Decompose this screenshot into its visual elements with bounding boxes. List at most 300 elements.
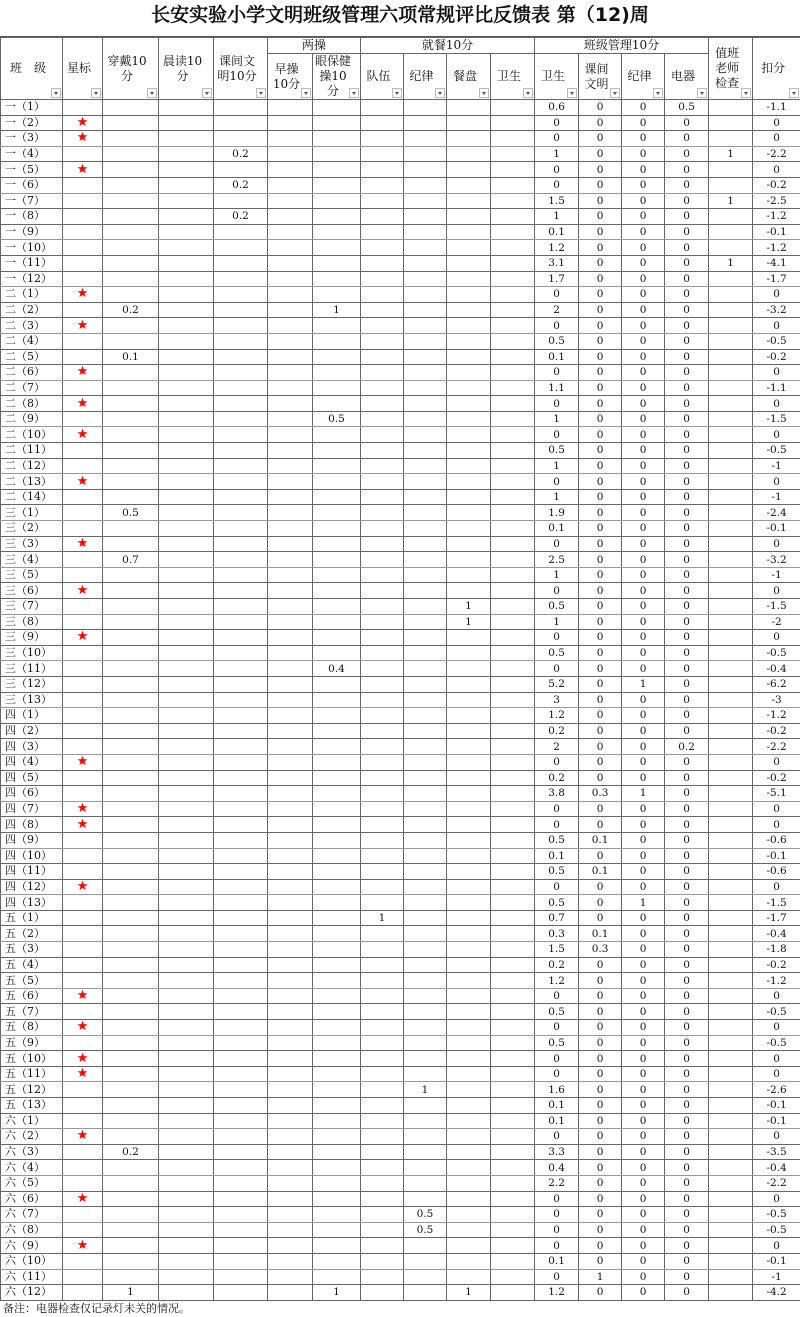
cell-class[interactable]: 二（7） — [1, 380, 63, 396]
cell-dining-hygiene[interactable] — [491, 1066, 535, 1082]
cell-teacher-check[interactable] — [709, 1269, 753, 1285]
cell-dining-discipline[interactable] — [404, 879, 447, 895]
cell-mgmt-break-civility[interactable]: 0 — [579, 131, 622, 147]
cell-break-civility[interactable] — [214, 1144, 268, 1160]
cell-reading[interactable] — [159, 349, 214, 365]
cell-break-civility[interactable] — [214, 973, 268, 989]
cell-queue[interactable] — [361, 1222, 404, 1238]
cell-deduction[interactable]: -0.5 — [753, 645, 800, 661]
cell-queue[interactable] — [361, 708, 404, 724]
cell-dining-hygiene[interactable] — [491, 365, 535, 381]
cell-hygiene[interactable]: 0.2 — [535, 723, 579, 739]
cell-reading[interactable] — [159, 474, 214, 490]
cell-hygiene[interactable]: 3.3 — [535, 1144, 579, 1160]
star-icon[interactable]: ★ — [63, 1066, 103, 1082]
cell-class[interactable]: 三（6） — [1, 583, 63, 599]
cell-queue[interactable] — [361, 1269, 404, 1285]
cell-dining-discipline[interactable] — [404, 1285, 447, 1301]
cell-star[interactable] — [63, 1253, 103, 1269]
cell-star[interactable] — [63, 552, 103, 568]
cell-morning-exercise[interactable] — [268, 567, 313, 583]
cell-deduction[interactable]: -2.5 — [753, 193, 800, 209]
cell-deduction[interactable]: -0.5 — [753, 1207, 800, 1223]
cell-class[interactable]: 四（8） — [1, 817, 63, 833]
cell-dining-hygiene[interactable] — [491, 146, 535, 162]
cell-queue[interactable] — [361, 739, 404, 755]
cell-dress[interactable] — [103, 817, 159, 833]
table-row[interactable] — [1, 801, 800, 817]
filter-dropdown-button[interactable] — [567, 88, 577, 98]
cell-deduction[interactable]: 0 — [753, 365, 800, 381]
cell-discipline[interactable]: 0 — [622, 879, 665, 895]
cell-dress[interactable] — [103, 1020, 159, 1036]
table-row[interactable] — [1, 1113, 800, 1129]
cell-teacher-check[interactable] — [709, 957, 753, 973]
cell-star[interactable] — [63, 349, 103, 365]
cell-appliance[interactable]: 0 — [665, 349, 709, 365]
cell-hygiene[interactable]: 0 — [535, 988, 579, 1004]
cell-dining-discipline[interactable] — [404, 1253, 447, 1269]
cell-reading[interactable] — [159, 864, 214, 880]
cell-morning-exercise[interactable] — [268, 271, 313, 287]
cell-plate[interactable] — [447, 1222, 491, 1238]
cell-star[interactable] — [63, 942, 103, 958]
cell-morning-exercise[interactable] — [268, 723, 313, 739]
cell-dress[interactable] — [103, 1253, 159, 1269]
table-row[interactable] — [1, 1160, 800, 1176]
cell-appliance[interactable]: 0 — [665, 630, 709, 646]
cell-mgmt-break-civility[interactable]: 0 — [579, 396, 622, 412]
cell-hygiene[interactable]: 0.5 — [535, 864, 579, 880]
cell-queue[interactable] — [361, 1082, 404, 1098]
table-row[interactable] — [1, 427, 800, 443]
table-row[interactable] — [1, 458, 800, 474]
cell-reading[interactable] — [159, 661, 214, 677]
cell-morning-exercise[interactable] — [268, 365, 313, 381]
cell-appliance[interactable]: 0 — [665, 427, 709, 443]
cell-morning-exercise[interactable] — [268, 162, 313, 178]
cell-plate[interactable] — [447, 131, 491, 147]
cell-star[interactable] — [63, 723, 103, 739]
cell-mgmt-break-civility[interactable]: 0 — [579, 193, 622, 209]
cell-dining-discipline[interactable] — [404, 146, 447, 162]
cell-plate[interactable] — [447, 1082, 491, 1098]
cell-reading[interactable] — [159, 411, 214, 427]
cell-reading[interactable] — [159, 645, 214, 661]
cell-dining-discipline[interactable] — [404, 333, 447, 349]
cell-plate[interactable] — [447, 505, 491, 521]
cell-queue[interactable] — [361, 302, 404, 318]
cell-plate[interactable] — [447, 287, 491, 303]
cell-appliance[interactable]: 0 — [665, 1144, 709, 1160]
cell-class[interactable]: 一（1） — [1, 100, 63, 116]
cell-morning-exercise[interactable] — [268, 786, 313, 802]
filter-dropdown-button[interactable] — [479, 88, 489, 98]
filter-dropdown-button[interactable] — [301, 88, 311, 98]
cell-plate[interactable] — [447, 1160, 491, 1176]
cell-morning-exercise[interactable] — [268, 583, 313, 599]
table-row[interactable] — [1, 630, 800, 646]
cell-morning-exercise[interactable] — [268, 1269, 313, 1285]
table-row[interactable] — [1, 287, 800, 303]
cell-dress[interactable]: 0.2 — [103, 302, 159, 318]
cell-hygiene[interactable]: 2.2 — [535, 1175, 579, 1191]
cell-class[interactable]: 五（7） — [1, 1004, 63, 1020]
cell-dining-hygiene[interactable] — [491, 115, 535, 131]
cell-break-civility[interactable] — [214, 692, 268, 708]
cell-discipline[interactable]: 0 — [622, 832, 665, 848]
cell-appliance[interactable]: 0 — [665, 832, 709, 848]
cell-dress[interactable] — [103, 1082, 159, 1098]
cell-dining-discipline[interactable] — [404, 521, 447, 537]
cell-plate[interactable] — [447, 224, 491, 240]
cell-deduction[interactable]: -2.2 — [753, 146, 800, 162]
cell-star[interactable] — [63, 832, 103, 848]
cell-break-civility[interactable] — [214, 645, 268, 661]
cell-mgmt-break-civility[interactable]: 0 — [579, 988, 622, 1004]
cell-morning-exercise[interactable] — [268, 333, 313, 349]
cell-appliance[interactable]: 0 — [665, 723, 709, 739]
cell-deduction[interactable]: -1.5 — [753, 895, 800, 911]
cell-dining-discipline[interactable] — [404, 1035, 447, 1051]
cell-dining-discipline[interactable] — [404, 474, 447, 490]
cell-morning-exercise[interactable] — [268, 489, 313, 505]
cell-dress[interactable] — [103, 146, 159, 162]
cell-eye-exercise[interactable] — [313, 505, 361, 521]
cell-dining-discipline[interactable] — [404, 209, 447, 225]
table-row[interactable] — [1, 1129, 800, 1145]
cell-hygiene[interactable]: 2.5 — [535, 552, 579, 568]
cell-dining-discipline[interactable] — [404, 271, 447, 287]
cell-discipline[interactable]: 0 — [622, 411, 665, 427]
cell-hygiene[interactable]: 0 — [535, 754, 579, 770]
cell-break-civility[interactable]: 0.2 — [214, 209, 268, 225]
cell-dining-hygiene[interactable] — [491, 177, 535, 193]
cell-morning-exercise[interactable] — [268, 988, 313, 1004]
cell-dining-discipline[interactable] — [404, 754, 447, 770]
cell-queue[interactable] — [361, 754, 404, 770]
cell-appliance[interactable]: 0 — [665, 552, 709, 568]
cell-dress[interactable] — [103, 209, 159, 225]
cell-plate[interactable]: 1 — [447, 599, 491, 615]
cell-queue[interactable] — [361, 1051, 404, 1067]
cell-appliance[interactable]: 0 — [665, 1051, 709, 1067]
cell-class[interactable]: 三（8） — [1, 614, 63, 630]
cell-star[interactable] — [63, 224, 103, 240]
cell-hygiene[interactable]: 0 — [535, 1238, 579, 1254]
cell-reading[interactable] — [159, 521, 214, 537]
cell-queue[interactable] — [361, 1253, 404, 1269]
table-row[interactable] — [1, 209, 800, 225]
cell-queue[interactable] — [361, 1098, 404, 1114]
cell-morning-exercise[interactable] — [268, 1191, 313, 1207]
cell-mgmt-break-civility[interactable]: 0 — [579, 817, 622, 833]
cell-star[interactable] — [63, 676, 103, 692]
cell-eye-exercise[interactable] — [313, 255, 361, 271]
cell-dress[interactable] — [103, 910, 159, 926]
cell-dining-hygiene[interactable] — [491, 131, 535, 147]
cell-break-civility[interactable] — [214, 240, 268, 256]
cell-hygiene[interactable]: 0 — [535, 801, 579, 817]
cell-reading[interactable] — [159, 1082, 214, 1098]
cell-deduction[interactable]: 0 — [753, 318, 800, 334]
cell-class[interactable]: 四（5） — [1, 770, 63, 786]
cell-mgmt-break-civility[interactable]: 0 — [579, 599, 622, 615]
cell-queue[interactable] — [361, 474, 404, 490]
cell-reading[interactable] — [159, 1160, 214, 1176]
cell-plate[interactable]: 1 — [447, 614, 491, 630]
cell-dining-discipline[interactable]: 0.5 — [404, 1207, 447, 1223]
cell-eye-exercise[interactable] — [313, 848, 361, 864]
cell-hygiene[interactable]: 0 — [535, 162, 579, 178]
cell-dress[interactable] — [103, 443, 159, 459]
cell-dress[interactable] — [103, 739, 159, 755]
cell-mgmt-break-civility[interactable]: 0 — [579, 302, 622, 318]
cell-eye-exercise[interactable] — [313, 1144, 361, 1160]
cell-morning-exercise[interactable] — [268, 115, 313, 131]
cell-eye-exercise[interactable]: 1 — [313, 1285, 361, 1301]
cell-queue[interactable] — [361, 567, 404, 583]
cell-dining-hygiene[interactable] — [491, 676, 535, 692]
cell-dining-discipline[interactable] — [404, 801, 447, 817]
cell-discipline[interactable]: 0 — [622, 489, 665, 505]
table-row[interactable] — [1, 1191, 800, 1207]
cell-appliance[interactable]: 0 — [665, 380, 709, 396]
cell-deduction[interactable]: -0.5 — [753, 1222, 800, 1238]
cell-morning-exercise[interactable] — [268, 552, 313, 568]
table-row[interactable] — [1, 848, 800, 864]
cell-queue[interactable] — [361, 1113, 404, 1129]
cell-mgmt-break-civility[interactable]: 0 — [579, 1207, 622, 1223]
cell-morning-exercise[interactable] — [268, 1098, 313, 1114]
cell-star[interactable] — [63, 770, 103, 786]
cell-mgmt-break-civility[interactable]: 0 — [579, 365, 622, 381]
cell-mgmt-break-civility[interactable]: 0 — [579, 1066, 622, 1082]
cell-hygiene[interactable]: 0 — [535, 131, 579, 147]
table-row[interactable] — [1, 692, 800, 708]
cell-break-civility[interactable] — [214, 521, 268, 537]
cell-dining-hygiene[interactable] — [491, 1035, 535, 1051]
cell-deduction[interactable]: -0.2 — [753, 177, 800, 193]
table-row[interactable] — [1, 786, 800, 802]
cell-dining-discipline[interactable] — [404, 1191, 447, 1207]
cell-plate[interactable] — [447, 1113, 491, 1129]
cell-dining-hygiene[interactable] — [491, 1051, 535, 1067]
cell-teacher-check[interactable] — [709, 1066, 753, 1082]
cell-hygiene[interactable]: 0.3 — [535, 926, 579, 942]
cell-discipline[interactable]: 0 — [622, 146, 665, 162]
cell-morning-exercise[interactable] — [268, 973, 313, 989]
cell-dining-hygiene[interactable] — [491, 864, 535, 880]
cell-dress[interactable] — [103, 630, 159, 646]
cell-plate[interactable] — [447, 848, 491, 864]
cell-mgmt-break-civility[interactable]: 0 — [579, 100, 622, 116]
cell-dining-hygiene[interactable] — [491, 1082, 535, 1098]
cell-teacher-check[interactable]: 1 — [709, 193, 753, 209]
cell-teacher-check[interactable] — [709, 365, 753, 381]
cell-eye-exercise[interactable] — [313, 521, 361, 537]
cell-class[interactable]: 二（6） — [1, 365, 63, 381]
cell-plate[interactable] — [447, 723, 491, 739]
cell-dress[interactable] — [103, 115, 159, 131]
cell-star[interactable] — [63, 1082, 103, 1098]
cell-deduction[interactable]: -1.2 — [753, 240, 800, 256]
cell-star[interactable] — [63, 333, 103, 349]
table-row[interactable] — [1, 879, 800, 895]
cell-morning-exercise[interactable] — [268, 1113, 313, 1129]
cell-queue[interactable] — [361, 505, 404, 521]
cell-mgmt-break-civility[interactable]: 0 — [579, 474, 622, 490]
cell-eye-exercise[interactable] — [313, 1253, 361, 1269]
cell-class[interactable]: 六（11） — [1, 1269, 63, 1285]
cell-deduction[interactable]: -5.1 — [753, 786, 800, 802]
cell-appliance[interactable]: 0 — [665, 287, 709, 303]
filter-dropdown-button[interactable] — [91, 88, 101, 98]
cell-class[interactable]: 六（7） — [1, 1207, 63, 1223]
cell-hygiene[interactable]: 0 — [535, 879, 579, 895]
cell-reading[interactable] — [159, 973, 214, 989]
cell-discipline[interactable]: 0 — [622, 100, 665, 116]
cell-plate[interactable] — [447, 1269, 491, 1285]
cell-star[interactable] — [63, 146, 103, 162]
cell-discipline[interactable]: 0 — [622, 754, 665, 770]
table-row[interactable] — [1, 255, 800, 271]
cell-morning-exercise[interactable] — [268, 1004, 313, 1020]
cell-appliance[interactable]: 0 — [665, 708, 709, 724]
cell-discipline[interactable]: 0 — [622, 630, 665, 646]
cell-dining-discipline[interactable] — [404, 957, 447, 973]
cell-discipline[interactable]: 0 — [622, 521, 665, 537]
cell-appliance[interactable]: 0 — [665, 505, 709, 521]
cell-plate[interactable] — [447, 318, 491, 334]
cell-dress[interactable] — [103, 583, 159, 599]
cell-class[interactable]: 四（12） — [1, 879, 63, 895]
cell-plate[interactable] — [447, 1035, 491, 1051]
cell-appliance[interactable]: 0 — [665, 864, 709, 880]
cell-teacher-check[interactable] — [709, 287, 753, 303]
cell-dress[interactable] — [103, 614, 159, 630]
cell-reading[interactable] — [159, 1129, 214, 1145]
cell-mgmt-break-civility[interactable]: 0 — [579, 910, 622, 926]
cell-teacher-check[interactable] — [709, 1160, 753, 1176]
cell-morning-exercise[interactable] — [268, 879, 313, 895]
cell-discipline[interactable]: 0 — [622, 177, 665, 193]
cell-appliance[interactable]: 0 — [665, 692, 709, 708]
table-row[interactable] — [1, 224, 800, 240]
cell-dining-discipline[interactable] — [404, 1238, 447, 1254]
cell-discipline[interactable]: 0 — [622, 536, 665, 552]
cell-dining-discipline[interactable] — [404, 567, 447, 583]
cell-reading[interactable] — [159, 536, 214, 552]
cell-teacher-check[interactable] — [709, 1051, 753, 1067]
cell-queue[interactable] — [361, 723, 404, 739]
cell-teacher-check[interactable] — [709, 131, 753, 147]
cell-morning-exercise[interactable] — [268, 942, 313, 958]
cell-discipline[interactable]: 0 — [622, 801, 665, 817]
cell-break-civility[interactable] — [214, 365, 268, 381]
cell-eye-exercise[interactable] — [313, 957, 361, 973]
cell-deduction[interactable]: -0.5 — [753, 1004, 800, 1020]
cell-dining-discipline[interactable] — [404, 739, 447, 755]
cell-queue[interactable] — [361, 614, 404, 630]
cell-dining-hygiene[interactable] — [491, 349, 535, 365]
cell-dining-discipline[interactable] — [404, 131, 447, 147]
cell-hygiene[interactable]: 1.6 — [535, 1082, 579, 1098]
cell-hygiene[interactable]: 0.2 — [535, 957, 579, 973]
cell-mgmt-break-civility[interactable]: 0 — [579, 380, 622, 396]
cell-hygiene[interactable]: 3 — [535, 692, 579, 708]
cell-appliance[interactable]: 0 — [665, 146, 709, 162]
cell-break-civility[interactable] — [214, 1175, 268, 1191]
cell-break-civility[interactable] — [214, 349, 268, 365]
cell-hygiene[interactable]: 0 — [535, 1051, 579, 1067]
cell-plate[interactable] — [447, 193, 491, 209]
table-row[interactable] — [1, 1066, 800, 1082]
cell-break-civility[interactable] — [214, 474, 268, 490]
table-row[interactable] — [1, 505, 800, 521]
cell-eye-exercise[interactable] — [313, 770, 361, 786]
cell-mgmt-break-civility[interactable]: 0 — [579, 895, 622, 911]
cell-reading[interactable] — [159, 801, 214, 817]
cell-teacher-check[interactable] — [709, 864, 753, 880]
cell-plate[interactable] — [447, 536, 491, 552]
cell-morning-exercise[interactable] — [268, 1144, 313, 1160]
cell-queue[interactable] — [361, 131, 404, 147]
cell-deduction[interactable]: -0.5 — [753, 443, 800, 459]
cell-class[interactable]: 四（2） — [1, 723, 63, 739]
cell-reading[interactable] — [159, 380, 214, 396]
cell-dining-hygiene[interactable] — [491, 910, 535, 926]
cell-queue[interactable] — [361, 287, 404, 303]
cell-mgmt-break-civility[interactable]: 0 — [579, 1113, 622, 1129]
cell-hygiene[interactable]: 0.7 — [535, 910, 579, 926]
cell-appliance[interactable]: 0 — [665, 396, 709, 412]
cell-eye-exercise[interactable] — [313, 942, 361, 958]
cell-mgmt-break-civility[interactable]: 0 — [579, 879, 622, 895]
filter-dropdown-button[interactable] — [610, 88, 620, 98]
cell-queue[interactable] — [361, 1285, 404, 1301]
cell-plate[interactable] — [447, 864, 491, 880]
cell-dining-hygiene[interactable] — [491, 926, 535, 942]
cell-discipline[interactable]: 1 — [622, 676, 665, 692]
cell-queue[interactable] — [361, 1175, 404, 1191]
star-icon[interactable]: ★ — [63, 115, 103, 131]
cell-eye-exercise[interactable] — [313, 318, 361, 334]
cell-star[interactable] — [63, 489, 103, 505]
cell-class[interactable]: 六（2） — [1, 1129, 63, 1145]
cell-dining-hygiene[interactable] — [491, 224, 535, 240]
cell-dress[interactable] — [103, 848, 159, 864]
filter-dropdown-button[interactable] — [523, 88, 533, 98]
cell-plate[interactable] — [447, 302, 491, 318]
cell-queue[interactable] — [361, 271, 404, 287]
cell-eye-exercise[interactable] — [313, 1020, 361, 1036]
cell-class[interactable]: 一（6） — [1, 177, 63, 193]
cell-star[interactable] — [63, 1098, 103, 1114]
cell-deduction[interactable]: 0 — [753, 583, 800, 599]
filter-dropdown-button[interactable] — [392, 88, 402, 98]
cell-plate[interactable] — [447, 349, 491, 365]
cell-reading[interactable] — [159, 427, 214, 443]
cell-dress[interactable] — [103, 536, 159, 552]
cell-break-civility[interactable] — [214, 599, 268, 615]
cell-dress[interactable] — [103, 396, 159, 412]
cell-reading[interactable] — [159, 926, 214, 942]
cell-plate[interactable] — [447, 1020, 491, 1036]
cell-teacher-check[interactable] — [709, 1113, 753, 1129]
cell-dress[interactable] — [103, 1113, 159, 1129]
table-row[interactable] — [1, 1253, 800, 1269]
